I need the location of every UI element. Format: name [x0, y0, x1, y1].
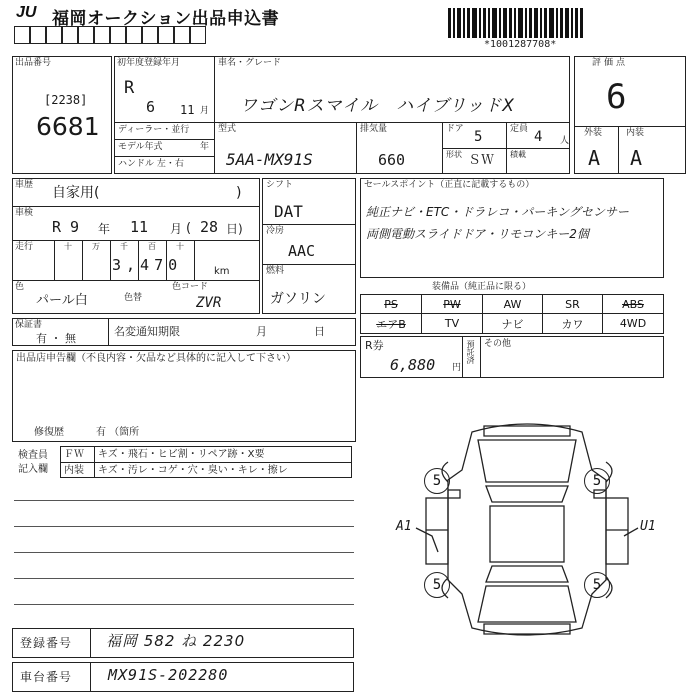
sales-point-line1: 純正ナビ・ETC・ドラレコ・パーキングセンサー: [366, 205, 629, 219]
cooling-value: AAC: [288, 242, 316, 260]
type-label: 型式: [218, 124, 237, 134]
registration-year: 6: [146, 98, 156, 116]
equipment-pw: PW: [422, 295, 483, 314]
declaration-label: 出品店申告欄（不良内容・欠品など具体的に記入して下さい）: [16, 353, 296, 364]
equipment-airbag: エアB: [361, 314, 422, 334]
capacity-value: 4: [534, 129, 543, 145]
load-label: 積載: [510, 150, 526, 159]
dealer-label: ディーラー・並行: [118, 125, 190, 135]
plate-value: 福岡 582 ね 2230: [106, 632, 246, 650]
tire-front-left: 5: [424, 468, 450, 494]
sales-point-label: セールスポイント（正直に記載するもの）: [364, 180, 535, 190]
registration-month-unit: 月: [200, 106, 210, 116]
plate-label: 登録番号: [20, 636, 73, 650]
tire-rear-left: 5: [424, 572, 450, 598]
recycle-label: R券: [365, 339, 384, 352]
usage-close: ): [236, 185, 242, 201]
lot-small-number: [2238]: [44, 93, 88, 107]
other-label: その他: [484, 339, 512, 349]
name-change-month: 月: [256, 325, 267, 338]
fw-label: ＦＷ: [64, 449, 84, 460]
recycle-unit: 円: [452, 363, 462, 373]
interior-check-label: 内装: [64, 465, 84, 476]
repair-label: 修復歴: [34, 427, 64, 438]
mileage-label: 走行: [15, 242, 34, 252]
usage-value: 自家用(: [52, 185, 100, 201]
grade-label: 評価点: [592, 58, 629, 68]
shift-label: シフト: [266, 180, 294, 190]
repair-value: 有 （箇所: [96, 427, 140, 438]
cooling-label: 冷房: [266, 226, 285, 236]
equipment-leather: カワ: [543, 314, 603, 334]
model-name-label: 車名・グレード: [218, 58, 282, 68]
inspection-month: 11: [130, 218, 149, 236]
tire-front-right: 5: [584, 468, 610, 494]
type-value: 5AA-MX91S: [226, 150, 313, 169]
capacity-label: 定員: [510, 124, 529, 134]
registration-month: 11: [180, 103, 195, 117]
fuel-label: 燃料: [266, 266, 285, 276]
shape-value: ＳＷ: [468, 153, 495, 168]
inspection-day-unit: 日): [226, 222, 243, 236]
damage-mark-right: U1: [640, 519, 656, 534]
shape-label: 形状: [446, 150, 462, 159]
barcode: [448, 8, 583, 38]
color-code-value: ZVR: [196, 295, 222, 311]
exterior-grade: A: [588, 146, 601, 170]
manual-options: 有 ・ 無: [36, 332, 76, 345]
equipment-4wd: 4WD: [603, 314, 664, 334]
equipment-navi: ナビ: [483, 314, 543, 334]
displacement-label: 排気量: [360, 124, 388, 134]
color-code-label: 色コード: [172, 282, 209, 292]
usage-label: 車歴: [15, 180, 34, 190]
tire-rear-right: 5: [584, 572, 610, 598]
recycle-value: 6,880: [390, 356, 436, 374]
car-damage-diagram: [392, 410, 662, 650]
inspection-era: R: [52, 218, 62, 236]
registration-era: R: [124, 78, 135, 98]
interior-label: 内装: [626, 128, 645, 138]
barcode-number: *1001287708*: [484, 39, 557, 50]
shift-value: DAT: [274, 202, 303, 221]
model-year-label: モデル年式: [118, 142, 163, 152]
equipment-tv: TV: [422, 314, 483, 334]
repaint-label: 色替: [124, 293, 143, 303]
doors-value: 5: [474, 129, 483, 145]
mileage-unit: km: [214, 266, 230, 277]
color-label: 色: [15, 282, 25, 292]
registration-label: 初年度登録年月: [117, 58, 181, 68]
equipment-label: 装備品（純正品に限る）: [432, 282, 532, 292]
inspection-year: 9: [70, 218, 80, 236]
lot-number-label: 出品番号: [15, 58, 52, 68]
color-value: パール白: [36, 293, 88, 308]
grade-value: 6: [606, 77, 627, 117]
mileage-value: 3,470: [112, 256, 183, 274]
manual-label: 保証書: [15, 320, 43, 330]
displacement-value: 660: [378, 151, 406, 169]
name-change-day: 日: [314, 325, 325, 338]
handle-label: ハンドル 左・右: [118, 159, 184, 169]
fw-items: キズ・飛石・ヒビ割・リペア跡・X要: [98, 449, 265, 460]
inspection-month-unit: 月: [170, 222, 183, 236]
name-change-label: 名変通知期限: [114, 325, 180, 338]
equipment-ps: PS: [361, 295, 422, 314]
equipment-abs: ABS: [603, 295, 664, 314]
inspector-label-1: 検査員: [18, 450, 48, 461]
damage-mark-left: A1: [396, 519, 412, 534]
model-year-unit: 年: [200, 142, 210, 152]
inspection-open: (: [186, 221, 192, 236]
chassis-label: 車台番号: [20, 670, 73, 684]
sales-point-line2: 両側電動スライドドア・リモコンキー2個: [366, 227, 589, 241]
equipment-aw: AW: [483, 295, 543, 314]
inspection-day: 28: [200, 218, 219, 236]
capacity-unit: 人: [560, 136, 570, 146]
inspection-label: 車検: [15, 208, 34, 218]
equipment-grid: [360, 294, 664, 334]
auction-logo: JU: [16, 4, 37, 21]
equipment-sr: SR: [543, 295, 603, 314]
inspection-year-unit: 年: [98, 222, 111, 236]
deposit-label: 預託済: [466, 340, 475, 364]
interior-check-items: キズ・汚レ・コゲ・穴・臭い・キレ・擦レ: [98, 465, 288, 476]
inspector-label-2: 記入欄: [18, 464, 48, 475]
fuel-value: ガソリン: [270, 291, 326, 307]
form-title: 福岡オークション出品申込書: [52, 9, 280, 29]
exterior-label: 外装: [584, 128, 603, 138]
lot-number-value: 6681: [36, 112, 100, 141]
interior-grade: A: [630, 146, 643, 170]
chassis-value: MX91S-202280: [108, 666, 229, 684]
model-name-value: ワゴンRスマイル ハイブリッドX: [240, 96, 515, 116]
doors-label: ドア: [446, 124, 464, 134]
